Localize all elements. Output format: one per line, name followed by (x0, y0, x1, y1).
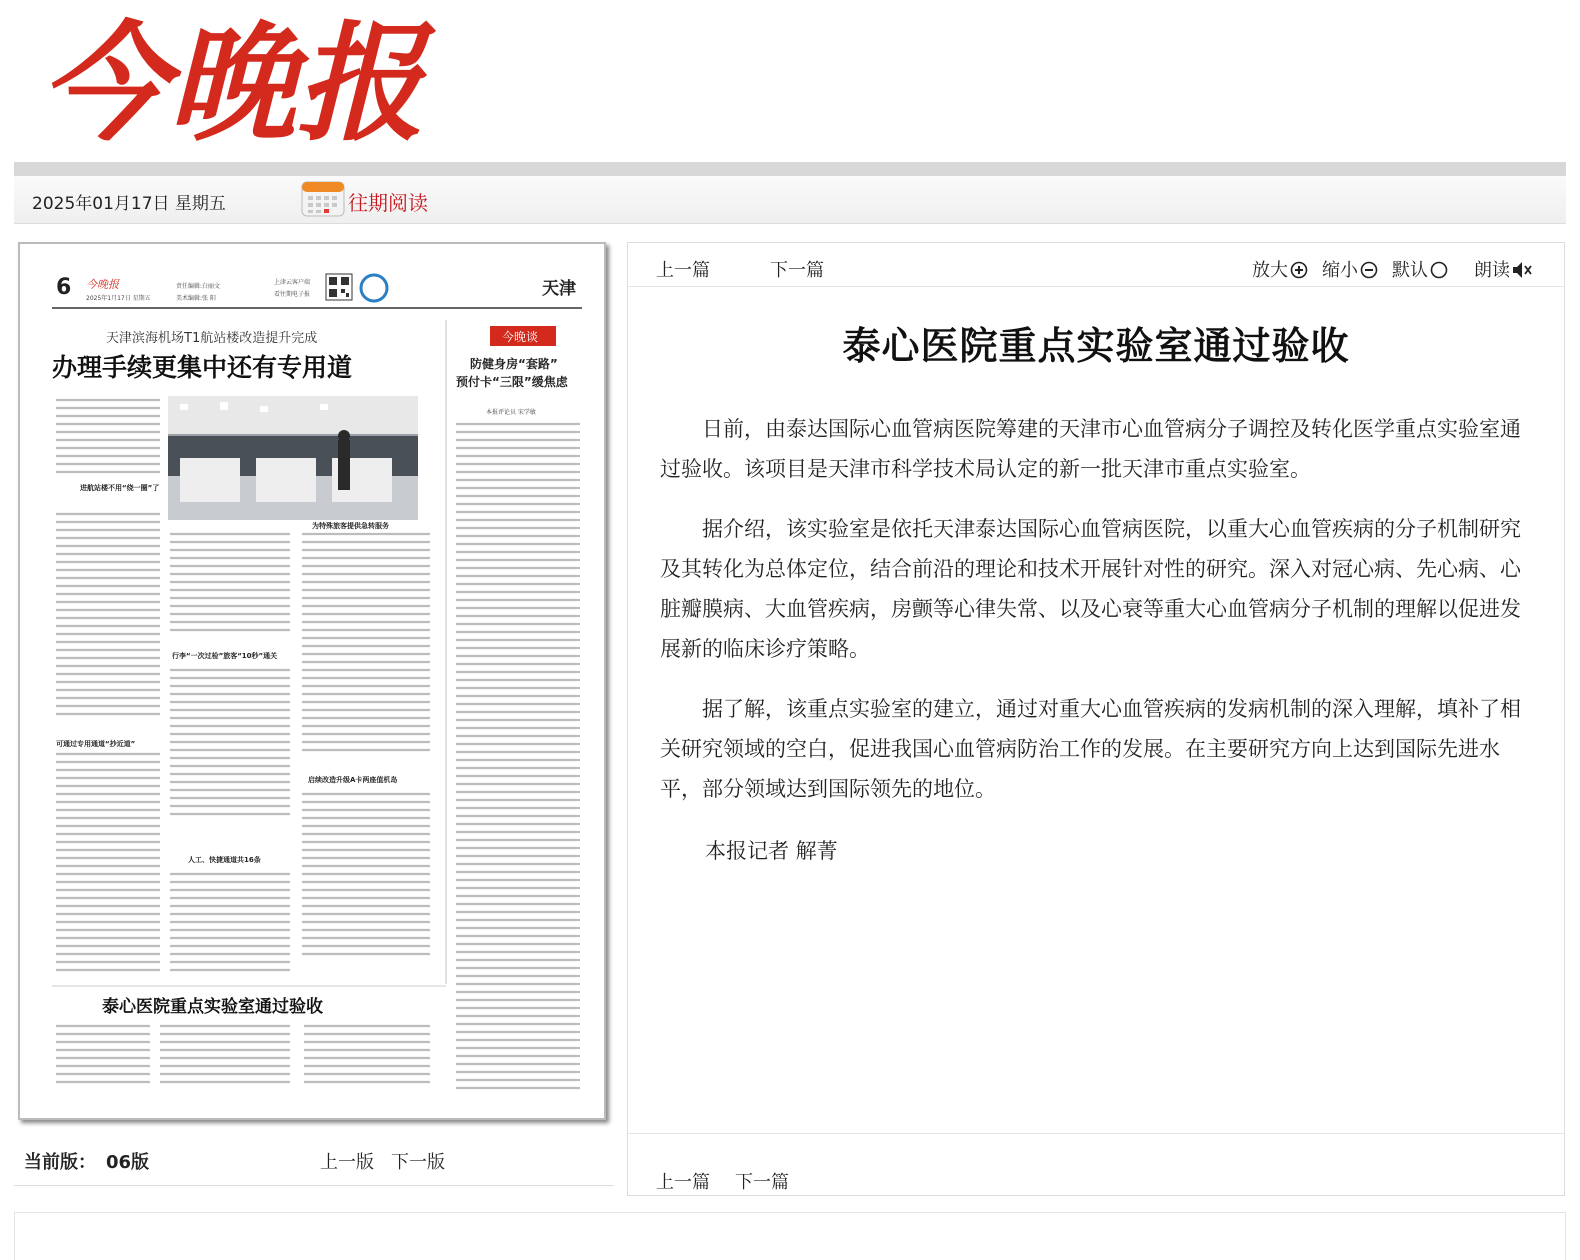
calendar-icon[interactable] (300, 178, 346, 218)
header-band (14, 162, 1566, 176)
current-edition-value: 06版 (106, 1152, 150, 1173)
thumb-section: 天津 (542, 279, 576, 299)
zoom-out-icon (1360, 261, 1378, 284)
thumb-side-author: 本报评论员 宋学敏 (486, 409, 536, 416)
thumb-logo: 今晚报 (86, 278, 119, 291)
thumb-sub-3: 行李“一次过检”旅客“10秒”通关 (172, 652, 278, 660)
issue-date: 2025年01月17日 星期五 (32, 194, 226, 214)
footer-area (14, 1212, 1566, 1260)
current-edition-label: 当前版： (24, 1152, 96, 1173)
thumb-photo (168, 396, 418, 520)
thumb-qr-caption-1: 上津云客户端 (274, 279, 311, 286)
thumb-bottom-headline: 泰心医院重点实验室通过验收 (102, 997, 323, 1017)
article-bottom-nav (628, 1133, 1564, 1195)
article-paragraph: 日前，由泰达国际心血管病医院筹建的天津市心血管病分子调控及转化医学重点实验室通过验收。该项目是天津市科学技术局认定的新一批天津市重点实验室。 (660, 417, 1521, 481)
prev-edition-link[interactable]: 上一版 (320, 1152, 374, 1173)
thumb-qr-caption-2: 看往期电子报 (274, 291, 311, 298)
date-bar (14, 176, 1566, 224)
zoom-in-icon (1290, 261, 1308, 284)
newspaper-page-image[interactable] (20, 244, 604, 1118)
next-edition-link[interactable]: 下一版 (391, 1152, 445, 1173)
zoom-out-label: 缩小 (1322, 260, 1358, 281)
thumb-sub-5: 启续改造升级A卡两座值机岛 (308, 776, 398, 784)
article-title: 泰心医院重点实验室通过验收 (842, 324, 1350, 368)
article-panel (627, 242, 1565, 1196)
thumb-page-no: 6 (56, 275, 72, 300)
masthead-title: 今晚报 (40, 10, 425, 150)
article-paragraph: 据了解，该重点实验室的建立，通过对重大心血管疾病的发病机制的深入理解，填补了相关研究领域的空白，促进我国心血管病防治工作的发展。在主要研究方向上达到国际先进水平，部分领域达到国际领先的地位。 (660, 697, 1521, 801)
article-byline: 本报记者 解菁 (705, 839, 838, 863)
zoom-in-button[interactable] (1252, 256, 1308, 284)
masthead-logo (40, 10, 480, 150)
article-toolbar (628, 243, 1564, 287)
speaker-icon (1512, 261, 1534, 284)
bottom-next-article-link[interactable]: 下一篇 (735, 1172, 789, 1193)
thumb-sub-4: 可通过专用通道“抄近道” (56, 740, 136, 748)
thumb-sub-6: 人工、快捷通道共16条 (188, 856, 261, 864)
qr-code-icon (326, 274, 352, 300)
zoom-out-button[interactable] (1322, 256, 1378, 284)
default-size-label: 默认 (1392, 260, 1428, 281)
prev-article-link[interactable]: 上一篇 (656, 260, 710, 281)
read-aloud-label: 朗读 (1474, 260, 1510, 281)
edition-nav (14, 1136, 614, 1186)
read-aloud-button[interactable] (1474, 256, 1534, 284)
tianjin-logo-icon (361, 275, 387, 301)
zoom-in-label: 放大 (1252, 260, 1288, 281)
masthead-calligraphy (40, 10, 480, 150)
thumb-editor: 责任编辑:白丽文 (176, 283, 221, 290)
bottom-prev-article-link[interactable]: 上一篇 (656, 1172, 710, 1193)
thumb-badge: 今晚谈 (502, 330, 539, 344)
thumb-headline: 办理手续更集中还有专用道 (52, 353, 353, 382)
thumb-sub-1: 进航站楼不用“绕一圈”了 (80, 484, 160, 492)
thumb-sub-2: 为特殊旅客提供急转服务 (312, 522, 389, 530)
thumb-art-editor: 美术编辑:张 阳 (176, 295, 216, 302)
default-size-icon (1430, 261, 1448, 284)
thumb-side-headline-2: 预付卡“三限”缓焦虑 (456, 375, 568, 389)
default-size-button[interactable] (1392, 256, 1448, 284)
thumb-side-headline-1: 防健身房“套路” (470, 357, 558, 371)
thumb-kicker: 天津滨海机场T1航站楼改造提升完成 (106, 331, 318, 346)
article-body (660, 409, 1534, 829)
page-thumbnail[interactable] (18, 242, 606, 1120)
thumb-date: 2025年1月17日 星期五 (86, 295, 151, 302)
article-paragraph: 据介绍，该实验室是依托天津泰达国际心血管病医院，以重大心血管疾病的分子机制研究及其转化为总体定位，结合前沿的理论和技术开展针对性的研究。深入对冠心病、先心病、心脏瓣膜病、大血管疾病，房颤等心律失常、以及心衰等重大心血管病分子机制的理解以促进发展新的临床诊疗策略。 (660, 517, 1521, 661)
past-issues-link[interactable]: 往期阅读 (348, 191, 428, 215)
next-article-link[interactable]: 下一篇 (770, 260, 824, 281)
